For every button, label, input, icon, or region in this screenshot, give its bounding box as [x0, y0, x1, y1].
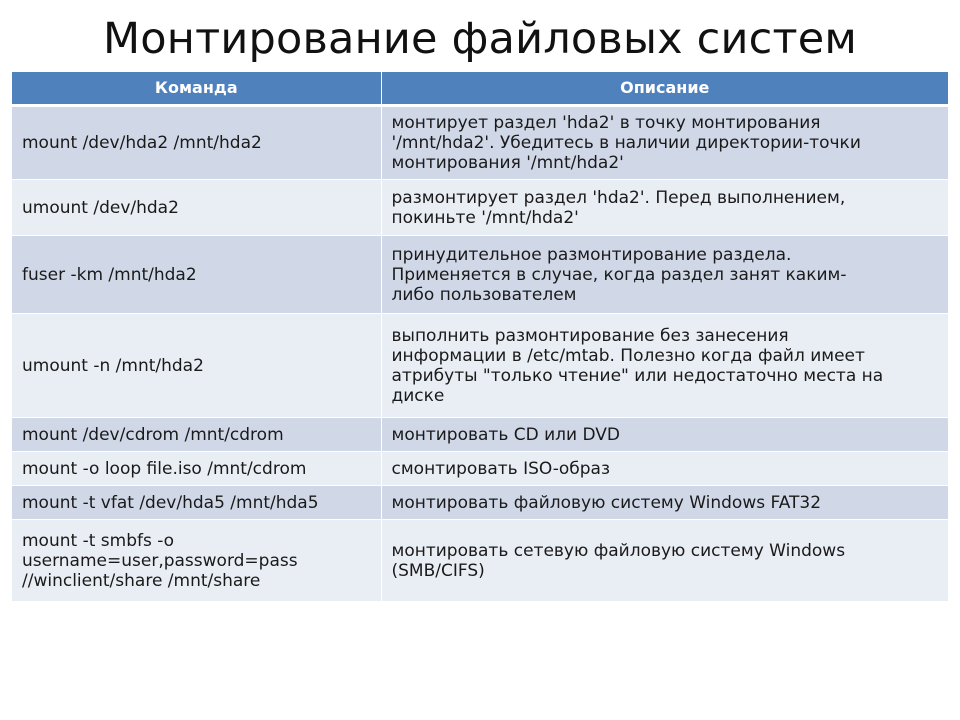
- command-cell: [12, 236, 381, 314]
- description-cell: [381, 314, 948, 418]
- commands-table: [12, 72, 948, 602]
- command-cell: [12, 520, 381, 602]
- table-row: [12, 486, 948, 520]
- command-cell: [12, 106, 381, 180]
- description-text-line: монтировать сетевую файловую систему Windows: [391, 540, 846, 561]
- description-cell: [381, 106, 948, 180]
- description-text-line: информации в /etc/mtab. Полезно когда файл имеет: [391, 345, 865, 366]
- description-cell: [381, 236, 948, 314]
- description-cell: [381, 486, 948, 520]
- table-row: [12, 314, 948, 418]
- command-text-line: mount -t vfat /dev/hda5 /mnt/hda5: [22, 492, 319, 513]
- description-text-line: размонтирует раздел 'hda2'. Перед выполнением,: [391, 187, 846, 208]
- description-text-line: принудительное размонтирование раздела.: [391, 244, 792, 265]
- description-text-line: либо пользователем: [391, 284, 577, 305]
- command-text-line: fuser -km /mnt/hda2: [22, 264, 197, 285]
- description-text-line: (SMB/CIFS): [391, 560, 485, 581]
- command-text-line: //winclient/share /mnt/share: [22, 570, 261, 591]
- description-text-line: монтировать CD или DVD: [391, 424, 620, 445]
- table-row: [12, 520, 948, 602]
- command-cell: [12, 486, 381, 520]
- description-cell: [381, 452, 948, 486]
- command-text-line: mount -t smbfs -o: [22, 530, 175, 551]
- table-header-row: [12, 72, 948, 106]
- command-cell: [12, 418, 381, 452]
- description-text-line: монтирования '/mnt/hda2': [391, 153, 624, 173]
- command-text-line: umount /dev/hda2: [22, 197, 179, 218]
- slide-title: Монтирование файловых систем: [102, 14, 858, 64]
- description-text-line: выполнить размонтирование без занесения: [391, 325, 789, 346]
- command-cell: [12, 180, 381, 236]
- command-text-line: mount /dev/hda2 /mnt/hda2: [22, 133, 262, 153]
- description-text-line: '/mnt/hda2'. Убедитесь в наличии директории-точки: [391, 133, 861, 153]
- description-text-line: атрибуты "только чтение" или недостаточно места на: [391, 365, 884, 386]
- description-cell: [381, 520, 948, 602]
- description-text-line: покиньте '/mnt/hda2': [391, 207, 579, 228]
- command-text-line: mount /dev/cdrom /mnt/cdrom: [22, 424, 284, 445]
- command-text-line: username=user,password=pass: [22, 550, 298, 571]
- command-text-line: umount -n /mnt/hda2: [22, 355, 204, 376]
- table-row: [12, 452, 948, 486]
- description-text-line: диске: [391, 385, 445, 406]
- table-row: [12, 106, 948, 180]
- command-cell: [12, 314, 381, 418]
- description-text-line: монтировать файловую систему Windows FAT32: [391, 492, 822, 513]
- description-cell: [381, 180, 948, 236]
- table-row: [12, 418, 948, 452]
- table-row: [12, 236, 948, 314]
- table-row: [12, 180, 948, 236]
- command-text-line: mount -o loop file.iso /mnt/cdrom: [22, 458, 307, 479]
- description-text-line: монтирует раздел 'hda2' в точку монтирования: [391, 113, 821, 133]
- column-header-description: Описание: [381, 72, 948, 106]
- column-header-command: Команда: [12, 72, 381, 106]
- description-cell: [381, 418, 948, 452]
- description-text-line: смонтировать ISO-образ: [391, 458, 611, 479]
- description-text-line: Применяется в случае, когда раздел занят каким-: [391, 264, 847, 285]
- command-cell: [12, 452, 381, 486]
